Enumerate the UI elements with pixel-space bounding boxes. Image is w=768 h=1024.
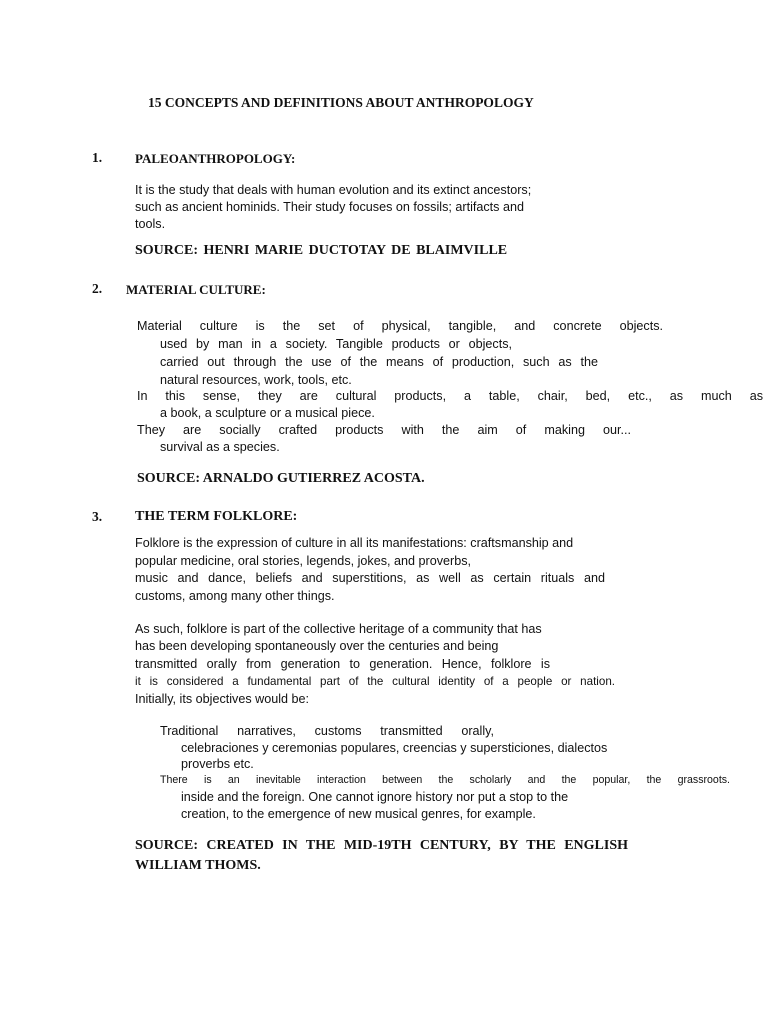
section-2-line: a book, a sculpture or a musical piece. (160, 406, 375, 420)
section-3-line: There is an inevitable interaction between the scholarly and the popular, the grassroots. (160, 774, 730, 786)
section-3-line: it is considered a fundamental part of the cultural identity of a people or nation. (135, 675, 615, 688)
section-3-line: customs, among many other things. (135, 589, 335, 603)
section-1-source: SOURCE: HENRI MARIE DUCTOTAY DE BLAIMVILLE (135, 243, 508, 258)
section-2-line: In this sense, they are cultural products, a table, chair, bed, etc., as much as (137, 389, 763, 403)
section-3-line: As such, folklore is part of the collective heritage of a community that has (135, 622, 542, 636)
section-3-line: popular medicine, oral stories, legends, jokes, and proverbs, (135, 554, 472, 568)
section-2-line: Material culture is the set of physical, tangible, and concrete objects. (137, 319, 663, 333)
section-1-heading: PALEOANTHROPOLOGY: (135, 151, 296, 166)
section-3-line: creation, to the emergence of new musical genres, for example. (181, 807, 536, 821)
section-2-line: natural resources, work, tools, etc. (160, 373, 352, 387)
section-1-line: It is the study that deals with human evolution and its extinct ancestors; (135, 183, 532, 197)
section-1-line: tools. (135, 217, 166, 231)
section-1-number: 1. (92, 150, 103, 165)
section-3-line: proverbs etc. (181, 757, 254, 771)
section-3-line: Traditional narratives, customs transmitted orally, (160, 724, 494, 738)
section-3-line: Initially, its objectives would be: (135, 692, 310, 706)
section-2-line: used by man in a society. Tangible products or objects, (160, 337, 512, 351)
section-2-line: They are socially crafted products with the aim of making our... (137, 423, 631, 437)
section-3-source: WILLIAM THOMS. (135, 858, 261, 873)
section-2-heading: MATERIAL CULTURE: (126, 282, 266, 297)
section-3-source: SOURCE: CREATED IN THE MID-19TH CENTURY, BY THE ENGLISH (135, 838, 628, 853)
section-3-line: celebraciones y ceremonias populares, creencias y supersticiones, dialectos (181, 741, 608, 755)
section-2-source: SOURCE: ARNALDO GUTIERREZ ACOSTA. (137, 471, 425, 486)
section-3-line: transmitted orally from generation to generation. Hence, folklore is (135, 657, 550, 671)
section-3-line: music and dance, beliefs and superstitions, as well as certain rituals and (135, 571, 605, 585)
section-3-heading: THE TERM FOLKLORE: (135, 509, 298, 524)
section-2-line: survival as a species. (160, 440, 280, 454)
section-3-line: Folklore is the expression of culture in all its manifestations: craftsmanship and (135, 536, 574, 550)
section-3-line: has been developing spontaneously over the centuries and being (135, 639, 499, 653)
section-1-line: such as ancient hominids. Their study focuses on fossils; artifacts and (135, 200, 524, 214)
section-2-line: carried out through the use of the means of production, such as the (160, 355, 598, 369)
section-2-number: 2. (92, 281, 103, 296)
page-title: 15 CONCEPTS AND DEFINITIONS ABOUT ANTHROPOLOGY (148, 95, 534, 110)
section-3-number: 3. (92, 509, 103, 524)
section-3-line: inside and the foreign. One cannot ignore history nor put a stop to the (181, 790, 569, 804)
